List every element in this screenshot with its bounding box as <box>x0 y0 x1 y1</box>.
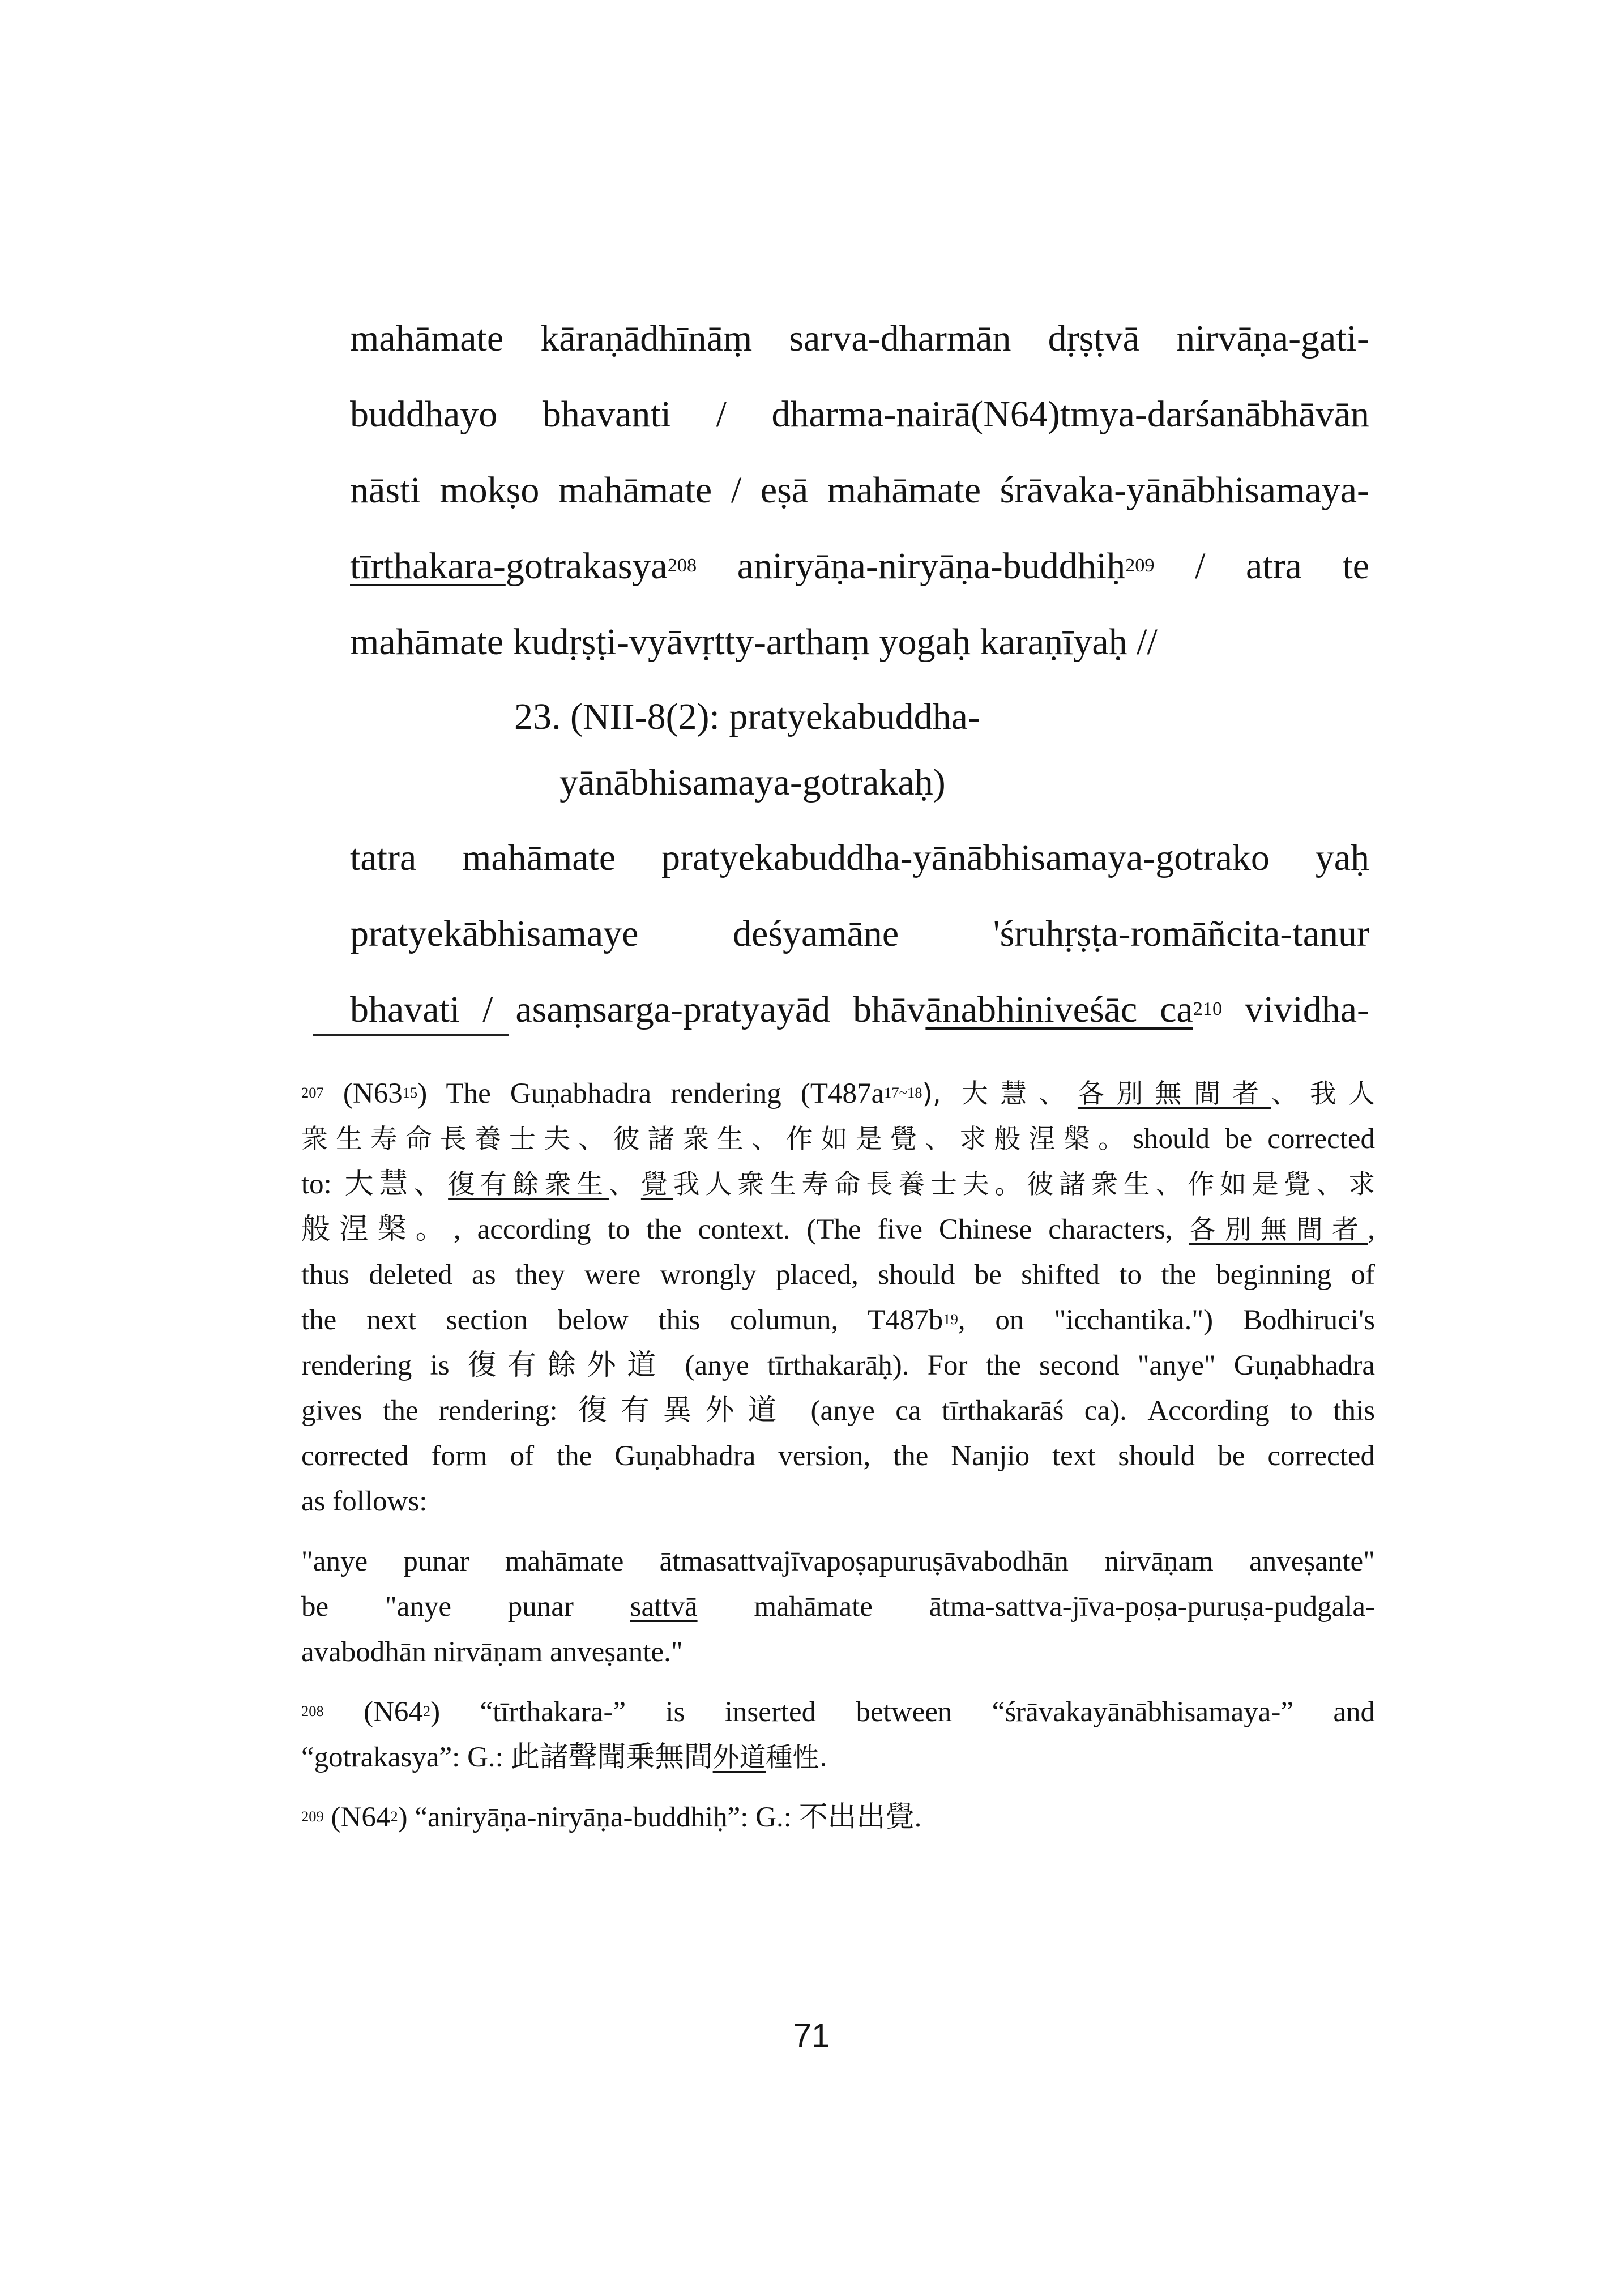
page-number: 71 <box>793 2017 830 2054</box>
main-line-3: nāsti mokṣo mahāmate / eṣā mahāmate śrāvaka-yānābhisamaya- <box>350 470 1369 511</box>
footnote-208-line-2: “gotrakasya”: G.: 此諸聲聞乗無間外道種性. <box>301 1742 828 1773</box>
footnote-207-line-8: gives the rendering: 復有異外道 (anye ca tīrthakarāś ca). According to this <box>301 1395 1375 1427</box>
footnote-207-line-9: corrected form of the Guṇabhadra version, the Nanjio text should be corrected <box>301 1440 1375 1472</box>
main-line-8: bhavati / asaṃsarga-pratyayād bhāvānabhiniveśāc $ca^{210}$ vividha- <box>350 989 1369 1030</box>
footnote-207-line-10: as follows: <box>301 1486 428 1517</box>
footnote-209-line-1: $^{209}$ $(N64^2)$ “aniryāṇa-niryāṇa-buddhiḥ”: G.: 不出出覺. <box>301 1802 922 1833</box>
underlined-term: tīrthakara- <box>350 545 506 587</box>
quote-line-2: be "anye punar sattvā mahāmate ātma-sattva-jīva-poṣa-puruṣa-pudgala- <box>301 1591 1375 1623</box>
main-line-4: tīrthakara-gotrakasya$^{208}$ aniryāṇa-niryāṇa-buddhiḥ$^{209}$ / atra te <box>350 545 1369 587</box>
footnote-ref: 210 <box>1193 998 1223 1019</box>
section-heading: 23. (NII-8(2): pratyekabuddha- <box>514 696 980 737</box>
main-line-6: tatra mahāmate pratyekabuddha-yānābhisamaya-gotrako yaḥ <box>350 837 1369 878</box>
main-line-2: buddhayo bhavanti / dharma-nairā(N64)tmya-darśanābhāvān <box>350 394 1369 435</box>
footnote-207-line-6: the next section below this columun, $T487b^{19}$, on "icchantika.") Bodhiruci's <box>301 1304 1375 1336</box>
section-heading-cont: yānābhisamaya-gotrakaḥ) <box>559 762 946 803</box>
main-line-7: pratyekābhisamaye deśyamāne 'śruhṛṣṭa-romāñcita-tanur <box>350 913 1369 954</box>
underlined-term: ānabhiniveśāc ca <box>925 989 1193 1030</box>
footnote-ref: 209 <box>1125 554 1155 576</box>
main-line-5: mahāmate kudṛṣṭi-vyāvṛtty-arthaṃ yogaḥ karaṇīyaḥ // <box>350 621 1158 663</box>
main-line-1: mahāmate kāraṇādhīnāṃ sarva-dharmān dṛṣṭvā nirvāṇa-gati- <box>350 318 1369 359</box>
footnote-207-line-4: 般涅槃。, according to the context. (The five Chinese characters, 各別無間者, <box>301 1214 1375 1245</box>
footnote-divider <box>313 1034 509 1036</box>
quote-line-3: avabodhān nirvāṇam anveṣante." <box>301 1636 683 1668</box>
footnote-207-line-5: thus deleted as they were wrongly placed, should be shifted to the beginning of <box>301 1259 1375 1291</box>
footnote-207-line-3: to: 大慧、復有餘衆生、覺我人衆生寿命長養士夫。彼諸衆生、作如是覺、求 <box>301 1168 1376 1200</box>
footnote-207-line-1: $^{207}$ $(N63^{15})$ The Guṇabhadra rendering $(T487a^{17\sim 18})$, 大慧、各別無間者、我人 <box>301 1078 1375 1109</box>
footnote-ref: 208 <box>667 554 697 576</box>
footnote-208-line-1: $^{208}$ $(N64^2)$ “tīrthakara-” is inserted between “śrāvakayānābhisamaya-” and <box>301 1696 1375 1728</box>
footnote-207-line-7: rendering is 復有餘外道 (anye tīrthakarāḥ). For the second "anye" Guṇabhadra <box>301 1350 1375 1381</box>
footnote-207-line-2: 衆生寿命長養士夫、彼諸衆生、作如是覺、求般涅槃。should be corrected <box>301 1123 1375 1155</box>
quote-line-1: "anye punar mahāmate ātmasattvajīvapoṣapuruṣāvabodhān nirvāṇam anveṣante" <box>301 1546 1375 1577</box>
